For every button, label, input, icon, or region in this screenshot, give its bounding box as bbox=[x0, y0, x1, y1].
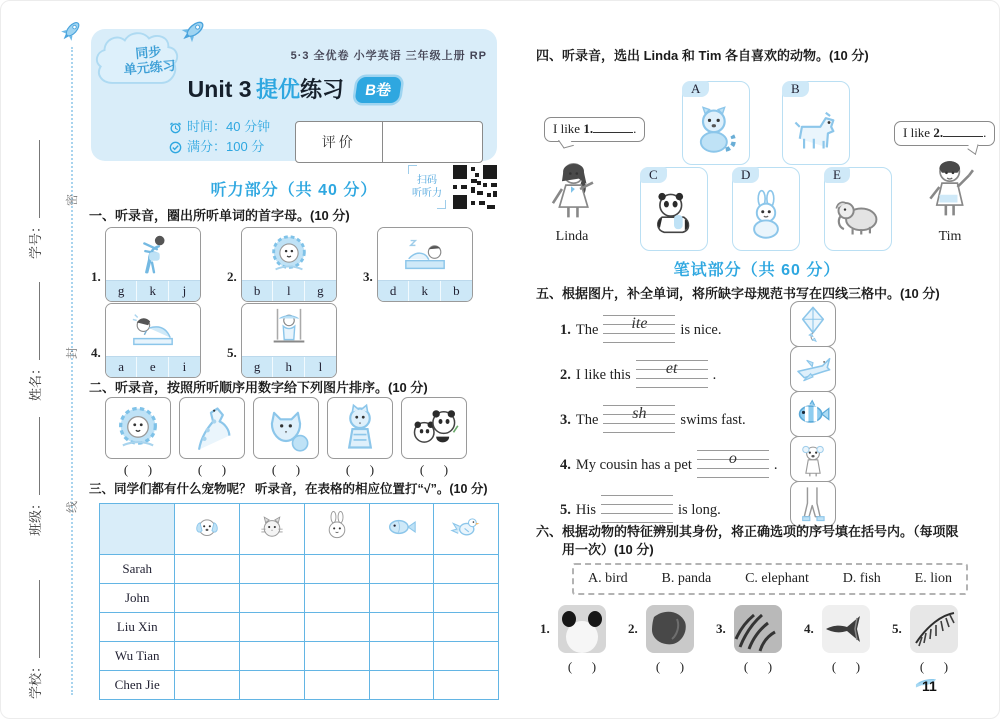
s5-item-1: 1. The ite is nice. bbox=[560, 305, 978, 347]
question-number: 4. bbox=[91, 345, 101, 360]
animal-card-E[interactable] bbox=[824, 167, 892, 251]
evaluation-box bbox=[295, 121, 483, 163]
letter-option[interactable]: j bbox=[168, 281, 200, 301]
tim-name: Tim bbox=[938, 229, 962, 244]
edition-line: 5·3 全优卷 小学英语 三年级上册 RP bbox=[290, 50, 487, 62]
pets-table bbox=[99, 503, 499, 700]
answer-cell[interactable] bbox=[304, 642, 369, 671]
s1-item-1 bbox=[91, 227, 201, 302]
s2-item-2 bbox=[179, 397, 245, 478]
answer-cell[interactable] bbox=[175, 555, 240, 584]
writing-grid[interactable]: ite bbox=[603, 315, 675, 343]
section2-title: 二、听录音，按照所听顺序用数字给下列图片排序。(10 分) bbox=[89, 380, 428, 395]
letter-options bbox=[378, 280, 472, 301]
dog-icon bbox=[190, 510, 224, 544]
check-icon bbox=[169, 141, 182, 154]
right-page: 四、听录音，选出 Linda 和 Tim 各自喜欢的动物。(10 分) I like 1. . I like 2. . A B C D E Linda Tim 笔试部分（共 60 分） 五、根据图片，补全单词，将所缺字母规范书写在四线三格中。(10 分) 1. The ite is nice. 2. I like this et . 3. The sh swims fast. 4. My cousin has a pet o . 5. His is long. 六、根据动物的特征辨别其身份，将正确选项的序号填在括号内。（每项限 用一次）(10 分) A. bird B. panda C. elephant D. fish E. lion 1. ( ) 2. ( ) 3. ( ) 4. ( ) 5. ( ) 11 bbox=[536, 1, 978, 719]
letter-options bbox=[106, 280, 200, 301]
answer-cell[interactable] bbox=[304, 671, 369, 700]
student-number-label: 学号： bbox=[28, 219, 43, 259]
answer-parentheses[interactable]: ( ) bbox=[743, 659, 773, 674]
student-number-field[interactable] bbox=[25, 140, 44, 259]
card-tag: B bbox=[782, 81, 809, 97]
class-field[interactable] bbox=[25, 417, 44, 536]
lion-icon bbox=[242, 228, 336, 280]
panda-photo-icon bbox=[558, 605, 606, 653]
answer-cell[interactable] bbox=[175, 671, 240, 700]
answer-parentheses[interactable]: ( ) bbox=[831, 659, 861, 674]
letter-option[interactable]: b bbox=[253, 283, 261, 298]
writing-grid[interactable]: sh bbox=[603, 405, 675, 433]
linda-figure-icon bbox=[540, 149, 602, 229]
answer-parentheses[interactable]: ( ) bbox=[419, 462, 449, 477]
letter-options bbox=[242, 356, 336, 377]
table-corner bbox=[100, 504, 175, 555]
rocket-icon bbox=[175, 13, 211, 49]
section3-title: 三、同学们都有什么宠物呢？ 听录音，在表格的相应位置打“√”。(10 分) bbox=[89, 482, 488, 496]
kite-icon bbox=[790, 301, 836, 347]
writing-grid[interactable] bbox=[601, 495, 673, 523]
student-name-blank[interactable] bbox=[27, 282, 40, 360]
answer-parentheses[interactable]: ( ) bbox=[567, 659, 597, 674]
answer-cell[interactable] bbox=[434, 613, 499, 642]
section6-title-line2: 用一次）(10 分) bbox=[562, 542, 654, 557]
option-fish[interactable]: D. fish bbox=[842, 571, 881, 586]
red-panda-icon bbox=[690, 100, 742, 158]
class-blank[interactable] bbox=[27, 417, 40, 495]
answer-cell[interactable] bbox=[304, 613, 369, 642]
paper-header bbox=[91, 29, 497, 161]
student-name: Liu Xin bbox=[100, 613, 175, 642]
student-number-blank[interactable] bbox=[27, 140, 40, 218]
s2-item-3 bbox=[253, 397, 319, 478]
cat-icon bbox=[255, 510, 289, 544]
answer-parentheses[interactable]: ( ) bbox=[345, 462, 375, 477]
seal-char: 线 bbox=[65, 500, 79, 513]
s5-item-2: 2. I like this et . bbox=[560, 350, 978, 392]
school-field[interactable] bbox=[25, 580, 44, 699]
fish-icon bbox=[384, 510, 418, 544]
option-panda[interactable]: B. panda bbox=[661, 571, 712, 586]
clock-icon bbox=[169, 121, 182, 134]
options-box bbox=[572, 563, 968, 595]
paper-b-badge: B卷 bbox=[355, 77, 402, 103]
option-lion[interactable]: E. lion bbox=[914, 571, 952, 586]
binding-dotted-line bbox=[71, 47, 73, 695]
answer-parentheses[interactable]: ( ) bbox=[123, 462, 153, 477]
scan-qr-label: 扫码 听听力 bbox=[408, 165, 446, 209]
s5-item-4: 4. My cousin has a pet o . bbox=[560, 440, 978, 482]
qr-block bbox=[408, 163, 499, 211]
s1-item-5 bbox=[227, 303, 337, 378]
question-number: 3. bbox=[363, 269, 373, 284]
panda-pair-icon bbox=[401, 397, 467, 459]
written-part-title: 笔试部分（共 60 分） bbox=[673, 262, 841, 279]
section4-title: 四、听录音，选出 Linda 和 Tim 各自喜欢的动物。(10 分) bbox=[536, 48, 869, 63]
answer-cell[interactable] bbox=[369, 671, 434, 700]
tim-speech-bubble: I like 2. . bbox=[894, 121, 995, 146]
answer-parentheses[interactable]: ( ) bbox=[197, 462, 227, 477]
answer-cell[interactable] bbox=[175, 584, 240, 613]
time-limit: 时间：40 分钟 bbox=[187, 119, 271, 134]
seal-char: 封 bbox=[65, 346, 79, 359]
card-tag: C bbox=[640, 167, 667, 183]
listening-part-title: 听力部分（共 40 分） bbox=[210, 182, 378, 199]
student-name: Sarah bbox=[100, 555, 175, 584]
school-label: 学校： bbox=[28, 659, 43, 699]
answer-cell[interactable] bbox=[240, 584, 305, 613]
s1-item-2 bbox=[227, 227, 337, 302]
card-tag: E bbox=[824, 167, 850, 183]
title-accent: 提优 bbox=[256, 77, 301, 102]
s2-item-5 bbox=[401, 397, 467, 478]
answer-cell[interactable] bbox=[434, 555, 499, 584]
answer-cell[interactable] bbox=[304, 555, 369, 584]
student-name-field[interactable] bbox=[25, 282, 44, 401]
answer-cell[interactable] bbox=[369, 642, 434, 671]
animal-card-B[interactable] bbox=[782, 81, 850, 165]
letter-option[interactable]: k bbox=[136, 281, 168, 301]
jumping-boy-icon bbox=[106, 228, 200, 280]
qr-code-icon[interactable] bbox=[451, 163, 499, 211]
paper-meta bbox=[169, 117, 270, 157]
lion-icon bbox=[105, 397, 171, 459]
sick-girl-icon bbox=[106, 304, 200, 356]
paper-title bbox=[91, 73, 497, 105]
page-number: 11 bbox=[922, 678, 937, 694]
question-number: 2. bbox=[227, 269, 237, 284]
fish-tail-photo-icon bbox=[822, 605, 870, 653]
answer-parentheses[interactable]: ( ) bbox=[655, 659, 685, 674]
answer-parentheses[interactable]: ( ) bbox=[271, 462, 301, 477]
answer-cell[interactable] bbox=[434, 584, 499, 613]
elephant-icon bbox=[832, 186, 884, 244]
s2-item-4 bbox=[327, 397, 393, 478]
letter-option[interactable]: g bbox=[304, 281, 336, 301]
class-label: 班级： bbox=[28, 496, 43, 536]
animal-card-D[interactable] bbox=[732, 167, 800, 251]
tiger-icon bbox=[327, 397, 393, 459]
letter-option[interactable]: k bbox=[408, 281, 440, 301]
rabbit-icon bbox=[320, 510, 354, 544]
lion-mane-photo-icon bbox=[734, 605, 782, 653]
rabbit-icon bbox=[740, 186, 792, 244]
student-name-label: 姓名： bbox=[28, 361, 43, 401]
letter-option[interactable]: g bbox=[253, 359, 261, 374]
sleeping-boy-icon bbox=[378, 228, 472, 280]
letter-option[interactable]: e bbox=[136, 357, 168, 377]
letter-options bbox=[242, 280, 336, 301]
poodle-dog-icon bbox=[790, 436, 836, 482]
letter-option[interactable]: i bbox=[168, 357, 200, 377]
card-tag: A bbox=[682, 81, 709, 97]
dog-icon bbox=[790, 100, 842, 158]
badge-text: 同步 单元练习 bbox=[123, 43, 177, 78]
s1-item-4 bbox=[91, 303, 201, 378]
bird-icon bbox=[449, 510, 483, 544]
letter-option[interactable]: l bbox=[304, 357, 336, 377]
animal-card-C[interactable] bbox=[640, 167, 708, 251]
page-number-badge bbox=[900, 675, 952, 701]
answer-parentheses[interactable]: ( ) bbox=[919, 659, 949, 674]
section5-title: 五、根据图片，补全单词，将所缺字母规范书写在四线三格中。(10 分) bbox=[536, 286, 940, 301]
student-name: Wu Tian bbox=[100, 642, 175, 671]
answer-cell[interactable] bbox=[240, 642, 305, 671]
feather-photo-icon bbox=[910, 605, 958, 653]
elephant-photo-icon bbox=[646, 605, 694, 653]
s5-item-5: 5. His is long. bbox=[560, 485, 978, 527]
rocket-icon bbox=[57, 17, 85, 45]
panda-icon bbox=[648, 186, 700, 244]
unit-title: Unit 3 bbox=[187, 76, 252, 102]
s5-item-3: 3. The sh swims fast. bbox=[560, 395, 978, 437]
title-rest: 练习 bbox=[300, 77, 345, 102]
student-name: Chen Jie bbox=[100, 671, 175, 700]
letter-options bbox=[106, 356, 200, 377]
answer-cell[interactable] bbox=[240, 555, 305, 584]
answer-cell[interactable] bbox=[240, 613, 305, 642]
option-elephant[interactable]: C. elephant bbox=[745, 571, 809, 586]
letter-option[interactable]: g bbox=[117, 283, 125, 298]
evaluation-label: 评价 bbox=[296, 122, 383, 162]
letter-option[interactable]: d bbox=[389, 283, 397, 298]
fox-icon bbox=[253, 397, 319, 459]
swing-girl-icon bbox=[242, 304, 336, 356]
animal-card-A[interactable] bbox=[682, 81, 750, 165]
jet-icon bbox=[790, 346, 836, 392]
left-page bbox=[89, 1, 499, 719]
answer-cell[interactable] bbox=[369, 613, 434, 642]
tim-figure-icon bbox=[920, 147, 982, 227]
answer-cell[interactable] bbox=[434, 671, 499, 700]
answer-cell[interactable] bbox=[304, 584, 369, 613]
s1-item-3 bbox=[363, 227, 473, 302]
linda-speech-bubble: I like 1. . bbox=[544, 117, 645, 142]
section4-scene bbox=[536, 67, 987, 253]
giraffe-icon bbox=[179, 397, 245, 459]
option-bird[interactable]: A. bird bbox=[588, 571, 628, 586]
full-score: 满分：100 分 bbox=[187, 139, 265, 154]
s2-item-1 bbox=[105, 397, 171, 478]
seal-char: 密 bbox=[65, 193, 79, 206]
section6-title-line1: 六、根据动物的特征辨别其身份，将正确选项的序号填在括号内。（每项限 bbox=[536, 524, 959, 539]
answer-cell[interactable] bbox=[434, 642, 499, 671]
question-number: 1. bbox=[91, 269, 101, 284]
writing-grid[interactable]: o bbox=[697, 450, 769, 478]
clownfish-icon bbox=[790, 391, 836, 437]
answer-cell[interactable] bbox=[369, 555, 434, 584]
answer-cell[interactable] bbox=[175, 642, 240, 671]
student-name: John bbox=[100, 584, 175, 613]
answer-cell[interactable] bbox=[369, 584, 434, 613]
letter-option[interactable]: a bbox=[118, 359, 124, 374]
school-blank[interactable] bbox=[27, 580, 40, 658]
card-tag: D bbox=[732, 167, 759, 183]
answer-blank[interactable] bbox=[593, 121, 633, 133]
linda-name: Linda bbox=[555, 229, 589, 244]
section1-title: 一、听录音，圈出所听单词的首字母。(10 分) bbox=[89, 208, 350, 223]
letter-option[interactable]: b bbox=[440, 281, 472, 301]
answer-cell[interactable] bbox=[175, 613, 240, 642]
evaluation-blank[interactable] bbox=[383, 122, 482, 162]
letter-option[interactable]: h bbox=[272, 357, 304, 377]
question-number: 5. bbox=[227, 345, 237, 360]
answer-blank[interactable] bbox=[943, 125, 983, 137]
letter-option[interactable]: l bbox=[272, 281, 304, 301]
answer-cell[interactable] bbox=[240, 671, 305, 700]
writing-grid[interactable]: et bbox=[636, 360, 708, 388]
